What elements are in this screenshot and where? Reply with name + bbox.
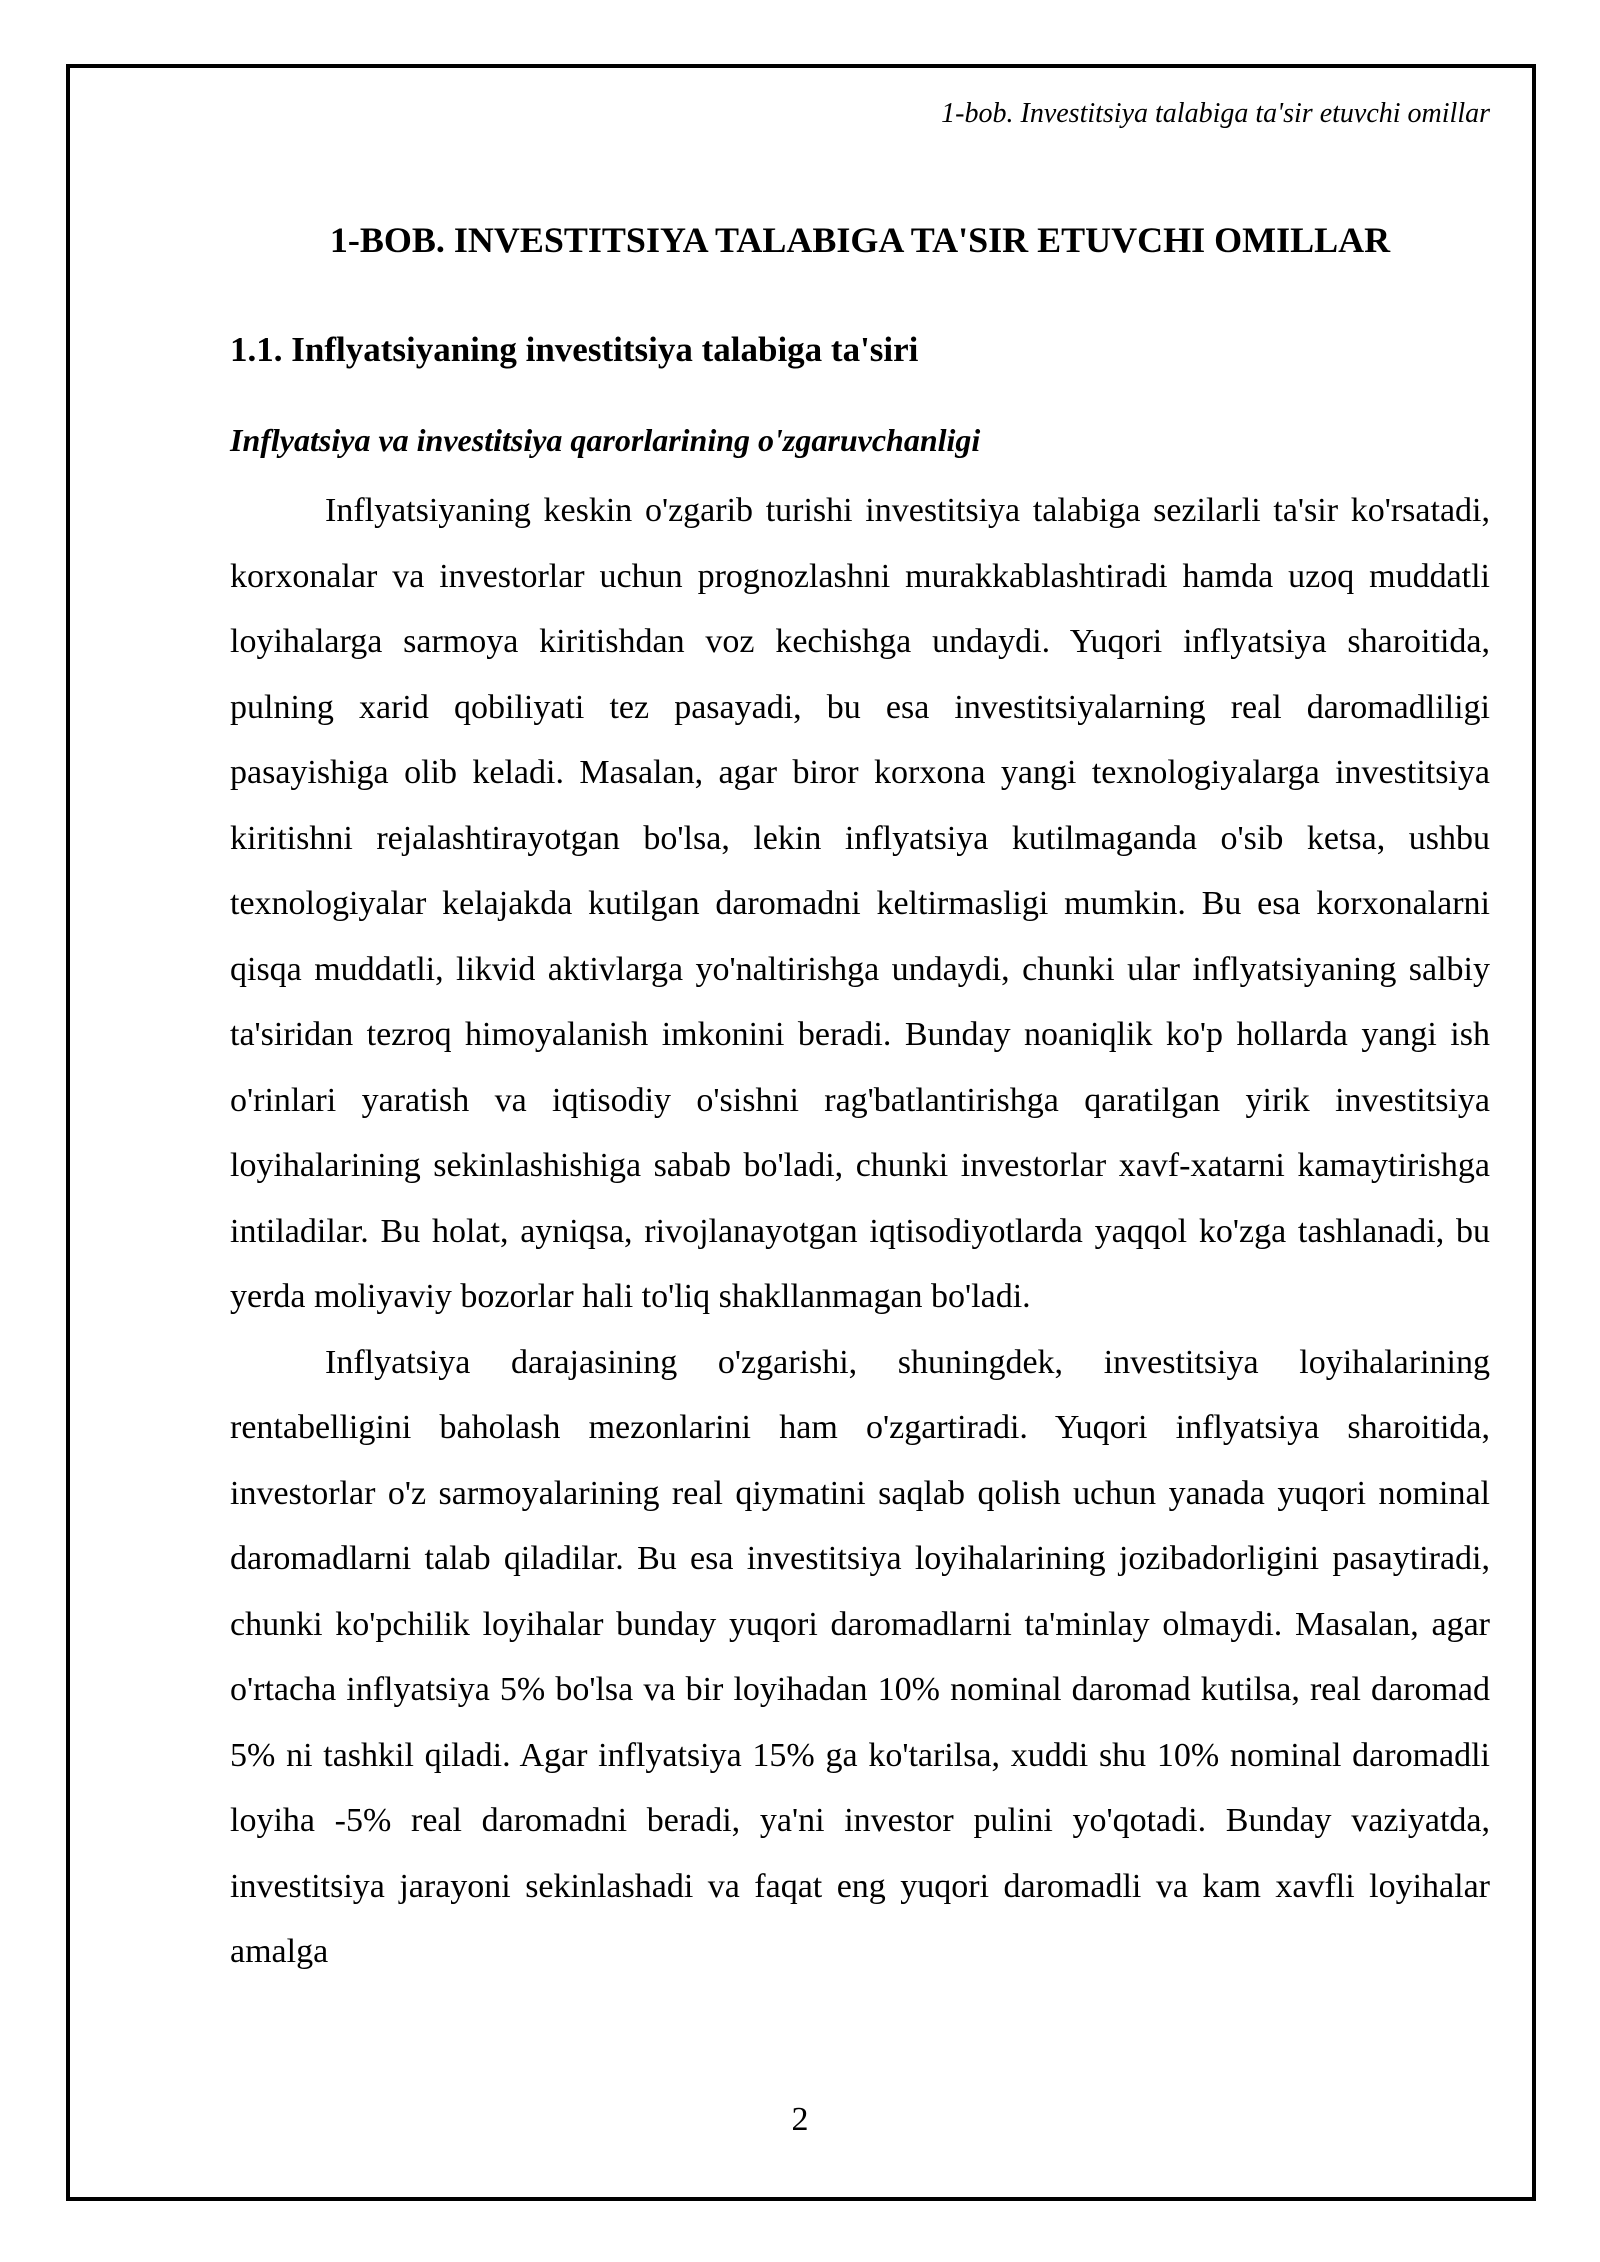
subsection-title: Inflyatsiya va investitsiya qarorlarining o'zgaruvchanligi <box>230 422 981 458</box>
document-body <box>230 210 1490 1985</box>
paragraph: Inflyatsiyaning keskin o'zgarib turishi investitsiya talabiga sezilarli ta'sir ko'rsatadi, korxonalar va investorlar uchun prognozlashni murakkablashtiradi hamda uzoq muddatli loyihalarga sarmoya kiritishdan voz kechishga undaydi. Yuqori inflyatsiya sharoitida, pulning xarid qobiliyati tez pasayadi, bu esa investitsiyalarning real daromadliligi pasayishiga olib keladi. Masalan, agar biror korxona yangi texnologiyalarga investitsiya kiritishni rejalashtirayotgan bo'lsa, lekin inflyatsiya kutilmaganda o'sib ketsa, ushbu texnologiyalar kelajakda kutilgan daromadni keltirmasligi mumkin. Bu esa korxonalarni qisqa muddatli, likvid aktivlarga yo'naltirishga undaydi, chunki ular inflyatsiyaning salbiy ta'siridan tezroq himoyalanish imkonini beradi. Bunday noaniqlik ko'p hollarda yangi ish o'rinlari yaratish va iqtisodiy o'sishni rag'batlantirishga qaratilgan yirik investitsiya loyihalarining sekinlashishiga sabab bo'ladi, chunki investorlar xavf-xatarni kamaytirishga intiladilar. Bu holat, ayniqsa, rivojlanayotgan iqtisodiyotlarda yaqqol ko'zga tashlanadi, bu yerda moliyaviy bozorlar hali to'liq shakllanmagan bo'ladi. <box>230 492 1490 1315</box>
paragraph: Inflyatsiya darajasining o'zgarishi, shuningdek, investitsiya loyihalarining rentabelligini baholash mezonlarini ham o'zgartiradi. Yuqori inflyatsiya sharoitida, investorlar o'z sarmoyalarining real qiymatini saqlab qolish uchun yanada yuqori nominal daromadlarni talab qiladilar. Bu esa investitsiya loyihalarining jozibadorligini pasaytiradi, chunki ko'pchilik loyihalar bunday yuqori daromadlarni ta'minlay olmaydi. Masalan, agar o'rtacha inflyatsiya 5% bo'lsa va bir loyihadan 10% nominal daromad kutilsa, real daromad 5% ni tashkil qiladi. Agar inflyatsiya 15% ga ko'tarilsa, xuddi shu 10% nominal daromadli loyiha -5% real daromadni beradi, ya'ni investor pulini yo'qotadi. Bunday vaziyatda, investitsiya jarayoni sekinlashadi va faqat eng yuqori daromadli va kam xavfli loyihalar amalga <box>230 1343 1490 1970</box>
running-header: 1-bob. Investitsiya talabiga ta'sir etuvchi omillar <box>941 98 1490 129</box>
section-title: 1.1. Inflyatsiyaning investitsiya talabiga ta'siri <box>230 330 919 369</box>
chapter-title: 1-BOB. INVESTITSIYA TALABIGA TA'SIR ETUVCHI OMILLAR <box>329 220 1391 260</box>
page-number: 2 <box>791 2101 809 2138</box>
